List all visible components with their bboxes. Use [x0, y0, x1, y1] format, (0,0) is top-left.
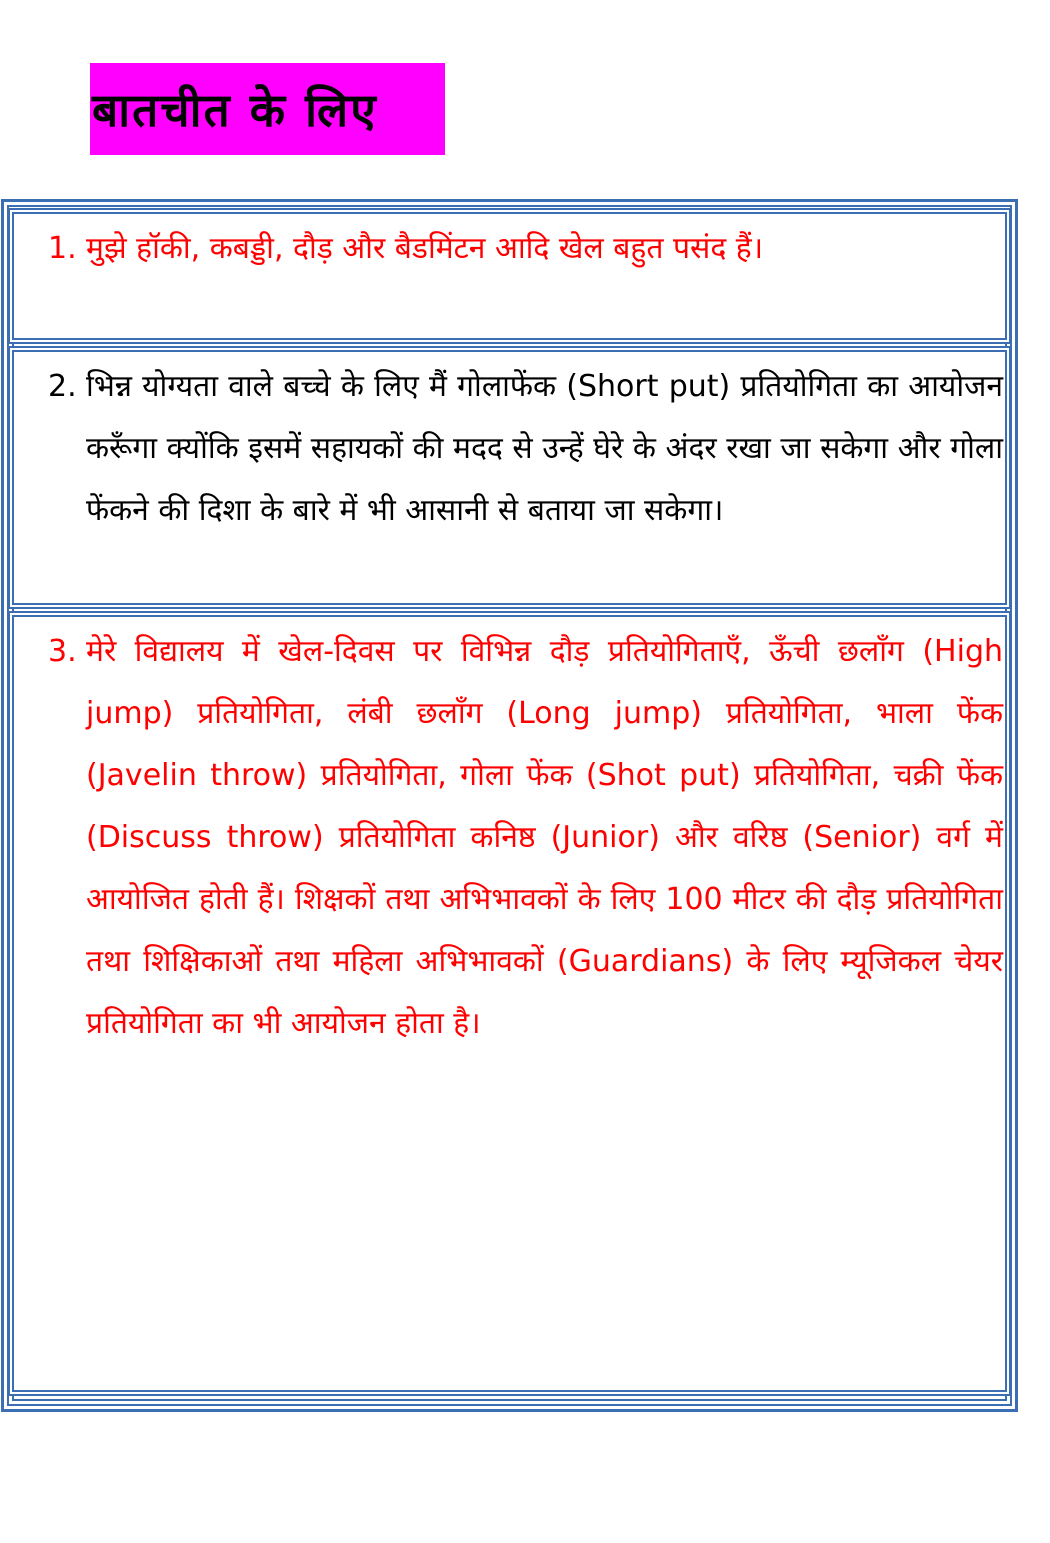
- item-number: 1.: [48, 231, 77, 266]
- list-item-1: [48, 218, 1003, 280]
- item-text: मेरे विद्यालय में खेल-दिवस पर विभिन्न दौड़ प्रतियोगिताएँ, ऊँची छलाँग (High jump) प्रतियोगिता, लंबी छलाँग (Long jump) प्रतियोगिता, भाला फेंक (Javelin throw) प्रतियोगिता, गोला फेंक (Shot put) प्रतियोगिता, चक्री फेंक (Discuss throw) प्रतियोगिता कनिष्ठ (Junior) और वरिष्ठ (Senior) वर्ग में आयोजित होती हैं। शिक्षकों तथा अभिभावकों के लिए 100 मीटर की दौड़ प्रतियोगिता तथा शिक्षिकाओं तथा महिला अभिभावकों (Guardians) के लिए म्यूजिकल चेयर प्रतियोगिता का भी आयोजन होता है।: [86, 634, 1003, 1041]
- item-number: 3.: [48, 634, 77, 669]
- item-text: भिन्न योग्यता वाले बच्चे के लिए मैं गोलाफेंक (Short put) प्रतियोगिता का आयोजन करूँगा क्योंकि इसमें सहायकों की मदद से उन्हें घेरे के अंदर रखा जा सकेगा और गोला फेंकने की दिशा के बारे में भी आसानी से बताया जा सकेगा।: [86, 369, 1003, 528]
- list-item-3: [48, 621, 1003, 1055]
- list-item-2: [48, 356, 1003, 542]
- item-text: मुझे हॉकी, कबड्डी, दौड़ और बैडमिंटन आदि खेल बहुत पसंद हैं।: [86, 231, 764, 266]
- heading-banner: [90, 63, 445, 155]
- item-number: 2.: [48, 369, 77, 404]
- page-title: बातचीत के लिए: [92, 83, 378, 137]
